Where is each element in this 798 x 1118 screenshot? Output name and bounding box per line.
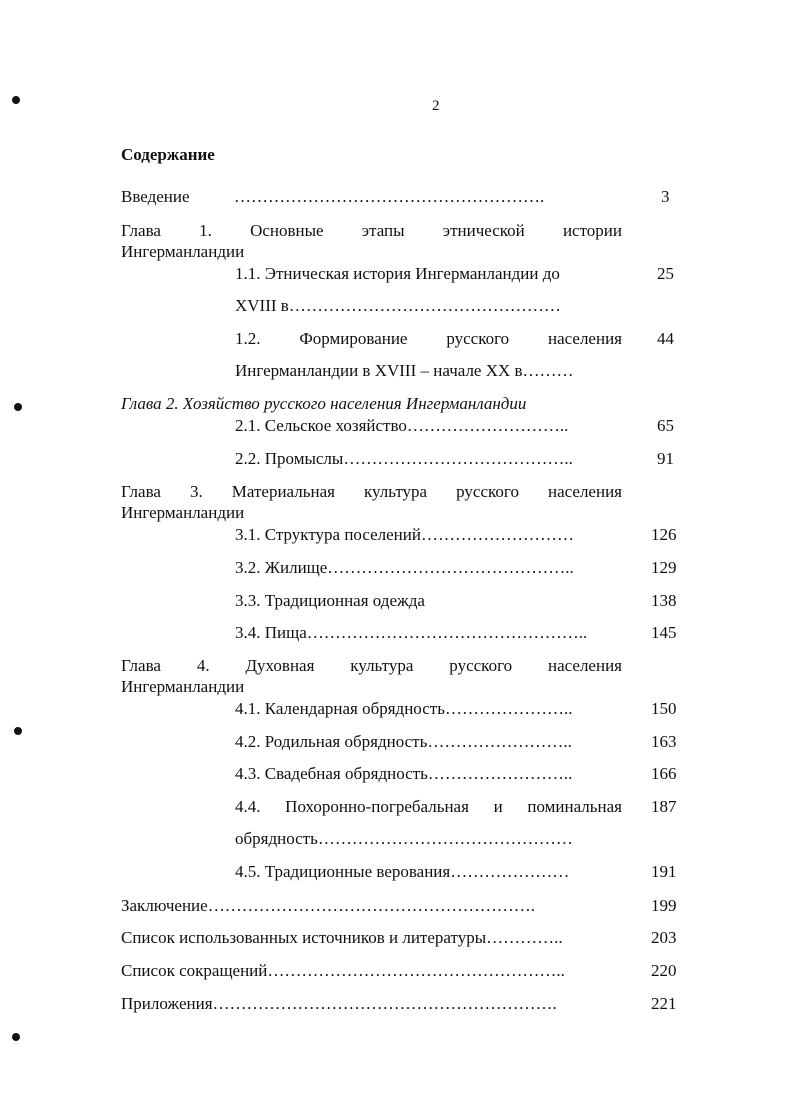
punch-hole-mark <box>14 403 22 411</box>
toc-chapter-4-title: Глава 4. Духовная культура русского населения <box>121 656 622 675</box>
toc-section-4-4-line1: 4.4. Похоронно-погребальная и поминальная <box>235 797 622 816</box>
toc-section-1-2-line2: Ингерманландии в XVIII – начале XX в……… <box>235 361 574 380</box>
toc-section-4-2-page: 163 <box>651 732 677 751</box>
toc-chapter-2-title: Глава 2. Хозяйство русского населения Ингерманландии <box>121 394 527 413</box>
toc-section-1-2-page: 44 <box>657 329 674 348</box>
toc-section-4-1-page: 150 <box>651 699 677 718</box>
punch-hole-mark <box>14 727 22 735</box>
toc-section-4-3-page: 166 <box>651 764 677 783</box>
toc-section-1-1-line2: XVIII в………………………………………… <box>235 296 561 315</box>
toc-conclusion: Заключение…………………………………………………. <box>121 896 535 915</box>
toc-section-2-2: 2.2. Промыслы………………………………….. <box>235 449 573 468</box>
toc-section-4-3: 4.3. Свадебная обрядность…………………….. <box>235 764 573 783</box>
toc-section-1-1-page: 25 <box>657 264 674 283</box>
toc-sources-page: 203 <box>651 928 677 947</box>
toc-appendix: Приложения……………………………………………………. <box>121 994 557 1013</box>
toc-section-1-2-line1: 1.2. Формирование русского населения <box>235 329 622 348</box>
punch-hole-mark <box>12 96 20 104</box>
toc-section-4-2: 4.2. Родильная обрядность…………………….. <box>235 732 572 751</box>
toc-abbreviations-page: 220 <box>651 961 677 980</box>
punch-hole-mark <box>12 1033 20 1041</box>
page-title: Содержание <box>121 145 215 164</box>
toc-conclusion-page: 199 <box>651 896 677 915</box>
toc-section-3-2: 3.2. Жилище…………………………………….. <box>235 558 574 577</box>
toc-section-3-1: 3.1. Структура поселений……………………… <box>235 525 574 544</box>
toc-chapter-1-title: Глава 1. Основные этапы этнической истории <box>121 221 622 240</box>
toc-section-4-5-page: 191 <box>651 862 677 881</box>
toc-chapter-3-title-cont: Ингерманландии <box>121 503 245 522</box>
toc-intro-label: Введение <box>121 187 190 206</box>
toc-intro-dots: ………………………………………………. <box>234 187 545 206</box>
page-number: 2 <box>432 98 440 114</box>
toc-section-1-1-line1: 1.1. Этническая история Ингерманландии до <box>235 264 560 283</box>
toc-section-4-4-page: 187 <box>651 797 677 816</box>
toc-section-2-1-page: 65 <box>657 416 674 435</box>
toc-section-3-4: 3.4. Пища………………………………………….. <box>235 623 588 642</box>
toc-section-2-1: 2.1. Сельское хозяйство……………………….. <box>235 416 569 435</box>
toc-chapter-3-title: Глава 3. Материальная культура русского населения <box>121 482 622 501</box>
toc-chapter-4-title-cont: Ингерманландии <box>121 677 245 696</box>
toc-section-2-2-page: 91 <box>657 449 674 468</box>
toc-section-3-3-page: 138 <box>651 591 677 610</box>
toc-section-4-1: 4.1. Календарная обрядность………………….. <box>235 699 573 718</box>
toc-section-4-5: 4.5. Традиционные верования………………… <box>235 862 570 881</box>
toc-sources: Список использованных источников и литературы………….. <box>121 928 563 947</box>
toc-abbreviations: Список сокращений…………………………………………….. <box>121 961 565 980</box>
toc-section-3-1-page: 126 <box>651 525 677 544</box>
toc-appendix-page: 221 <box>651 994 677 1013</box>
toc-section-3-4-page: 145 <box>651 623 677 642</box>
toc-section-3-3: 3.3. Традиционная одежда <box>235 591 425 610</box>
toc-section-4-4-line2: обрядность……………………………………… <box>235 829 573 848</box>
toc-chapter-1-title-cont: Ингерманландии <box>121 242 245 261</box>
toc-intro-page: 3 <box>661 187 670 206</box>
toc-section-3-2-page: 129 <box>651 558 677 577</box>
